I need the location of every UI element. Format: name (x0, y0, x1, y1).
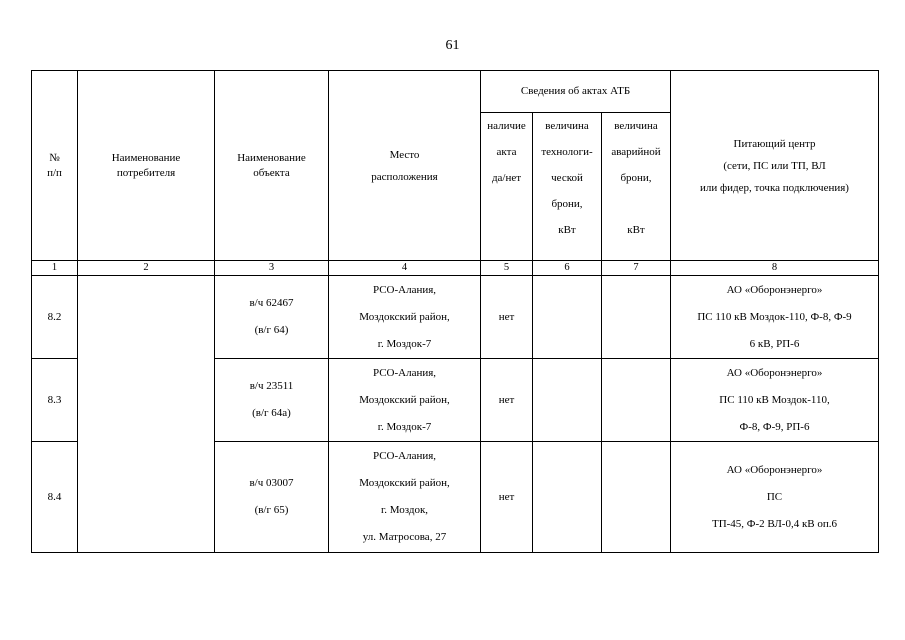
tech-reserve-cell (533, 276, 602, 359)
column-number: 1 (32, 261, 78, 276)
header-tech-reserve: величина технологи- ческой брони, кВт (533, 113, 602, 261)
act-cell: нет (481, 276, 533, 359)
column-number-row (32, 261, 879, 276)
header-emergency-reserve: величина аварийной брони, кВт (602, 113, 671, 261)
consumer-cell (78, 276, 215, 553)
act-cell: нет (481, 359, 533, 442)
object-cell: в/ч 03007 (в/г 65) (215, 442, 329, 553)
tech-reserve-cell (533, 442, 602, 553)
location-cell: РСО-Алания, Моздокский район, г. Моздок, ул. Матросова, 27 (329, 442, 481, 553)
emergency-reserve-cell (602, 276, 671, 359)
header-num: № п/п (32, 71, 78, 261)
header-supply: Питающий центр (сети, ПС или ТП, ВЛ или фидер, точка подключения) (671, 71, 879, 261)
emergency-reserve-cell (602, 359, 671, 442)
header-location: Место расположения (329, 71, 481, 261)
header-act: наличие акта да/нет (481, 113, 533, 261)
header-row-top (32, 71, 879, 113)
supply-cell: АО «Оборонэнерго» ПС 110 кВ Моздок-110, Ф-8, Ф-9 6 кВ, РП-6 (671, 276, 879, 359)
page-number: 61 (445, 38, 460, 53)
supply-cell: АО «Оборонэнерго» ПС ТП-45, Ф-2 ВЛ-0,4 кВ оп.6 (671, 442, 879, 553)
column-number: 5 (481, 261, 533, 276)
emergency-reserve-cell (602, 442, 671, 553)
column-number: 6 (533, 261, 602, 276)
object-cell: в/ч 62467 (в/г 64) (215, 276, 329, 359)
column-number: 7 (602, 261, 671, 276)
column-number: 4 (329, 261, 481, 276)
column-number: 8 (671, 261, 879, 276)
column-number: 3 (215, 261, 329, 276)
row-num: 8.3 (32, 359, 78, 442)
header-consumer: Наименование потребителя (78, 71, 215, 261)
location-cell: РСО-Алания, Моздокский район, г. Моздок-7 (329, 276, 481, 359)
atb-table (31, 70, 879, 553)
header-group-atb: Сведения об актах АТБ (481, 71, 671, 113)
tech-reserve-cell (533, 359, 602, 442)
row-num: 8.2 (32, 276, 78, 359)
header-object: Наименование объекта (215, 71, 329, 261)
table-row (32, 276, 879, 359)
location-cell: РСО-Алания, Моздокский район, г. Моздок-7 (329, 359, 481, 442)
supply-cell: АО «Оборонэнерго» ПС 110 кВ Моздок-110, Ф-8, Ф-9, РП-6 (671, 359, 879, 442)
row-num: 8.4 (32, 442, 78, 553)
act-cell: нет (481, 442, 533, 553)
column-number: 2 (78, 261, 215, 276)
object-cell: в/ч 23511 (в/г 64а) (215, 359, 329, 442)
